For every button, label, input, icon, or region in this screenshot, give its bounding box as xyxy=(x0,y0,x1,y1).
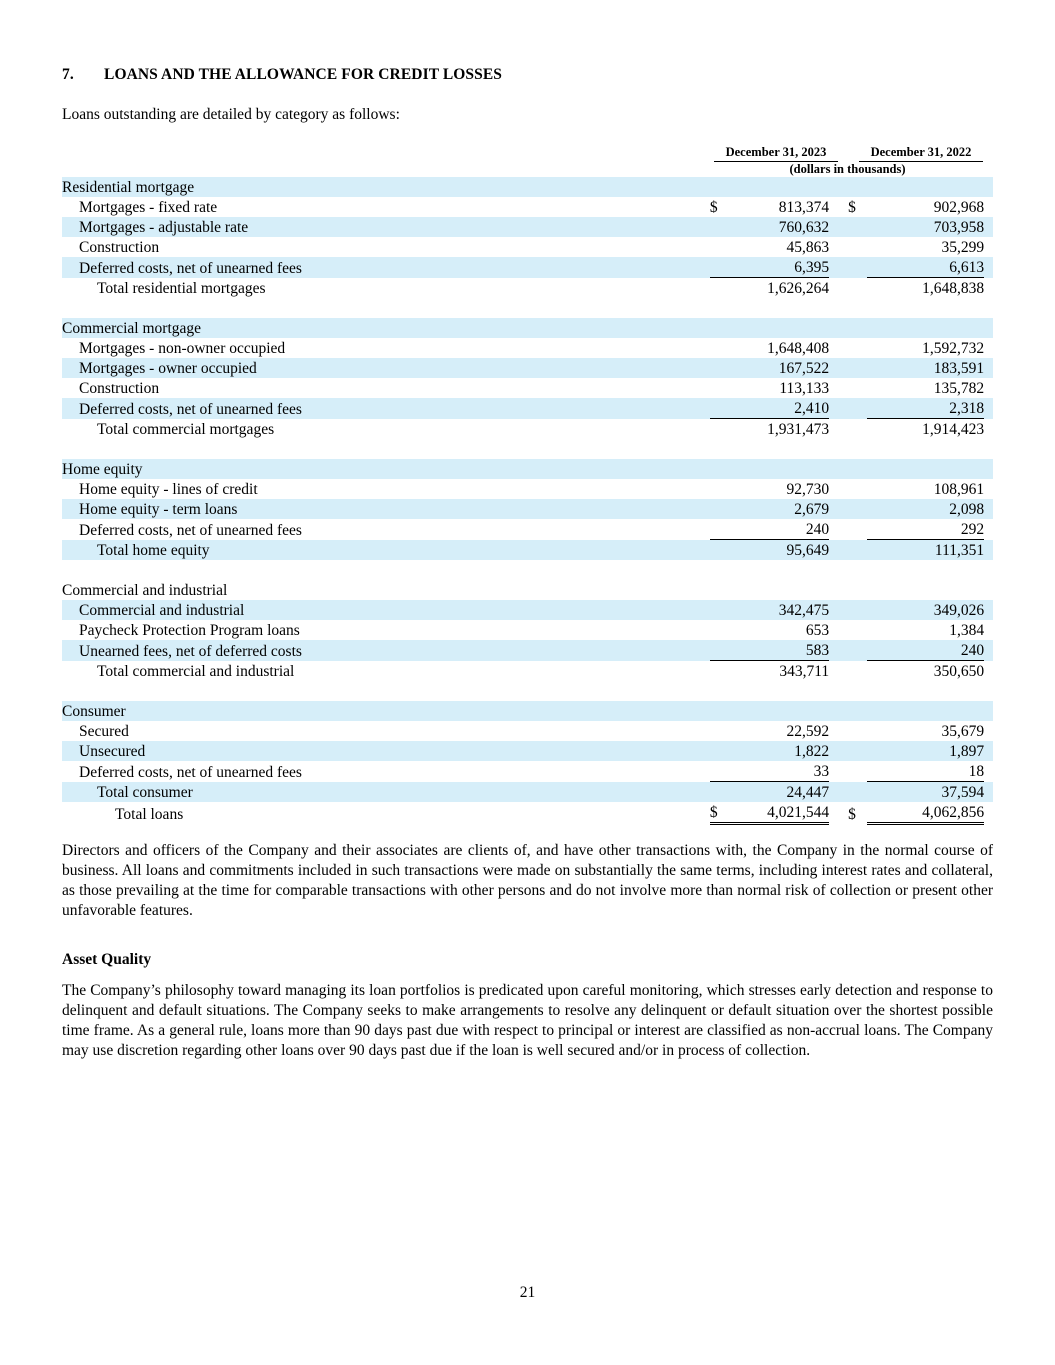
table-row: Deferred costs, net of unearned fees 33 18 xyxy=(79,763,985,781)
table-row: Commercial and industrial 342,475 349,026 xyxy=(62,600,993,620)
table-row: Total home equity 95,649 111,351 xyxy=(62,540,993,561)
table-row: Total residential mortgages 1,626,264 1,648,838 xyxy=(97,280,985,297)
table-row: Total consumer 24,447 37,594 xyxy=(62,782,993,803)
section-number: 7. xyxy=(62,66,74,83)
table-row: Home equity - term loans 2,679 2,098 xyxy=(62,499,993,519)
table-row: Mortgages - fixed rate $ 813,374 $ 902,968 xyxy=(79,199,985,216)
table-row: Total commercial and industrial 343,711 350,650 xyxy=(97,663,985,680)
section-title xyxy=(62,66,502,84)
column-header-2022: December 31, 2022 xyxy=(859,145,983,162)
page-number: 21 xyxy=(519,1284,536,1301)
intro-text: Loans outstanding are detailed by category as follows: xyxy=(62,106,400,123)
table-row: Construction 45,863 35,299 xyxy=(79,239,985,256)
table-row: Home equity xyxy=(62,459,993,479)
asset-quality-heading: Asset Quality xyxy=(62,951,152,968)
table-row: Mortgages - adjustable rate 760,632 703,958 xyxy=(62,217,993,237)
table-row: Residential mortgage xyxy=(62,177,993,197)
table-row: Consumer xyxy=(62,701,993,721)
column-header-2023: December 31, 2023 xyxy=(714,145,838,162)
table-row: Secured 22,592 35,679 xyxy=(79,723,985,740)
table-row: Construction 113,133 135,782 xyxy=(79,380,985,397)
table-row: Total commercial mortgages 1,931,473 1,914,423 xyxy=(97,421,985,438)
table-row: Deferred costs, net of unearned fees 240 292 xyxy=(79,521,985,539)
table-row: Commercial mortgage xyxy=(62,318,993,338)
table-row: Deferred costs, net of unearned fees 6,395 6,613 xyxy=(62,257,993,278)
loans-table xyxy=(62,177,993,825)
table-row: Unearned fees, net of deferred costs 583 240 xyxy=(62,640,993,661)
table-row: Unsecured 1,822 1,897 xyxy=(62,741,993,761)
table-row: Paycheck Protection Program loans 653 1,384 xyxy=(79,622,985,639)
directors-paragraph: Directors and officers of the Company and their associates are clients of, and have other transactions with, the Company in the normal course of business. All loans and commitments included in such transactions were made on substantially the same terms, including interest rates and collateral, as those prevailing at the time for comparable transactions with other persons and do not involve more than normal risk of collection or present other unfavorable features. xyxy=(62,842,993,919)
table-row: Mortgages - non-owner occupied 1,648,408 1,592,732 xyxy=(79,340,985,357)
table-row: Home equity - lines of credit 92,730 108,961 xyxy=(79,481,985,498)
table-row: Mortgages - owner occupied 167,522 183,591 xyxy=(62,358,993,378)
section-title-text: LOANS AND THE ALLOWANCE FOR CREDIT LOSSES xyxy=(104,66,503,83)
units-label: (dollars in thousands) xyxy=(789,162,906,176)
table-row: Deferred costs, net of unearned fees 2,410 2,318 xyxy=(62,398,993,419)
asset-quality-paragraph: The Company’s philosophy toward managing its loan portfolios is predicated upon careful monitoring, which stresses early detection and response to delinquent and default situations. The Company seeks to make arrangements to resolve any delinquent or default situation over the shortest possible time frame. As a general rule, loans more than 90 days past due with respect to principal or interest are classified as non-accrual loans. The Company may use discretion regarding other loans over 90 days past due if the loan is well secured and/or in process of collection. xyxy=(62,982,993,1059)
table-row: Commercial and industrial xyxy=(62,582,228,599)
table-row-total: Total loans $ 4,021,544 $ 4,062,856 xyxy=(115,804,985,823)
